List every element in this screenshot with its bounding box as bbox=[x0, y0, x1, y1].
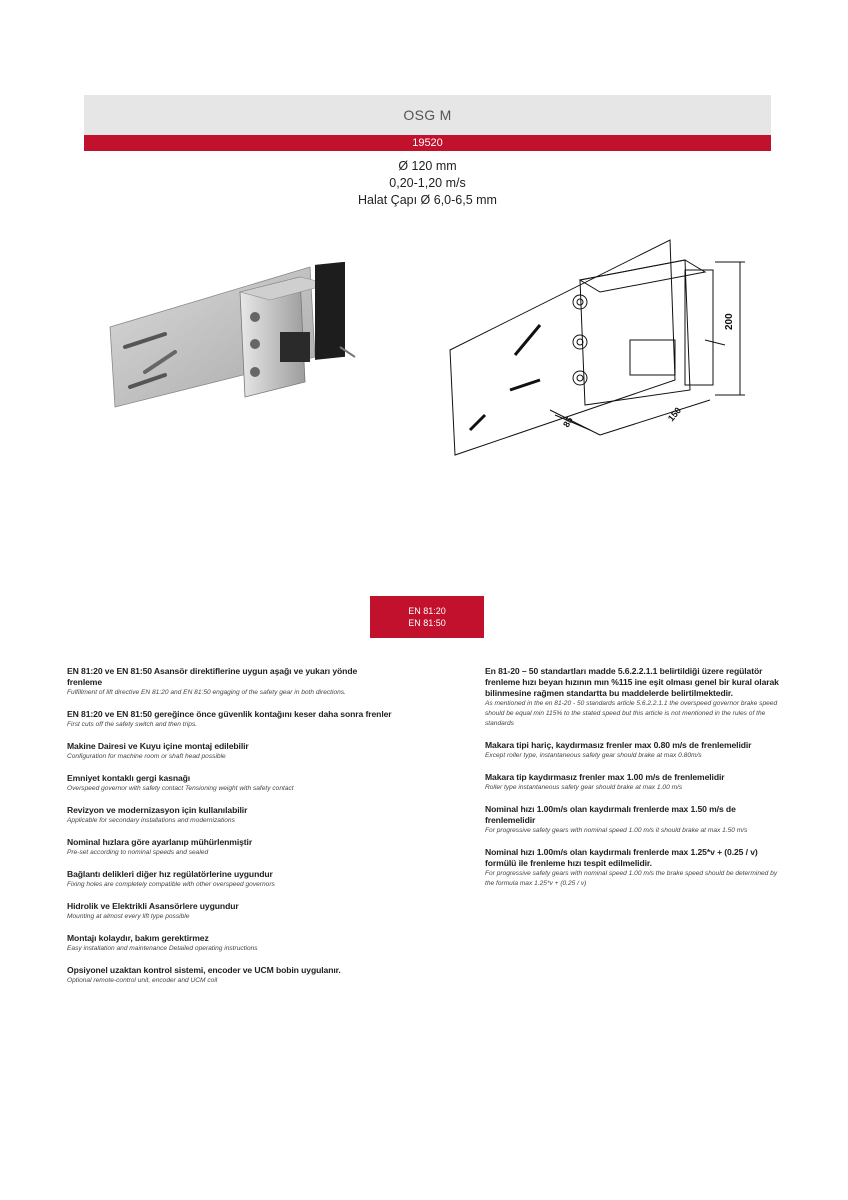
feature-item bbox=[485, 804, 785, 836]
feature-tr: Nominal hızlara göre ayarlanıp mühürlenmiştir bbox=[67, 837, 253, 847]
feature-item bbox=[67, 933, 392, 954]
feature-en: Easy installation and maintenance Detailed operating instructions bbox=[67, 945, 258, 952]
feature-en: Optional remote-control unit, encoder and UCM coil bbox=[67, 977, 218, 984]
feature-tr: Makara tip kaydırmasız frenler max 1.00 m/s de frenlemelidir bbox=[485, 772, 725, 782]
feature-en: First cuts off the safety switch and then trips. bbox=[67, 721, 198, 728]
feature-tr: Opsiyonel uzaktan kontrol sistemi, encoder ve UCM bobin uygulanır. bbox=[67, 965, 341, 975]
feature-en: Mounting at almost every lift type possible bbox=[67, 913, 190, 920]
feature-item bbox=[67, 869, 392, 890]
technical-drawing bbox=[440, 230, 750, 460]
dimension-height: 200 bbox=[724, 313, 735, 330]
feature-item bbox=[485, 666, 785, 729]
feature-en: For progressive safety gears with nominal speed 1.00 m/s it should brake at max 1.50 m/s bbox=[485, 827, 748, 834]
feature-tr: Hidrolik ve Elektrikli Asansörlere uygundur bbox=[67, 901, 239, 911]
standard-label: EN 81:50 bbox=[408, 618, 446, 628]
feature-tr: Nominal hızı 1.00m/s olan kaydırmalı frenlerde max 1.50 m/s de frenlemelidir bbox=[485, 804, 736, 825]
feature-en: Except roller type, instantaneous safety gear should brake at max 0.80m/s bbox=[485, 752, 702, 759]
standards-badge bbox=[370, 596, 484, 638]
feature-tr: En 81-20 – 50 standartları madde 5.6.2.2.1.1 belirtildiği üzere regülatör frenleme hızı beyan hızının mın %115 ine eşit olması genel bir kural olarak bilinmesine rağmen standartta bu maddelerde belirtilmektedir. bbox=[485, 666, 779, 698]
feature-en: Fixing holes are completely compatible with other overspeed governors bbox=[67, 881, 275, 888]
spec-list bbox=[84, 158, 771, 209]
feature-tr: Nominal hızı 1.00m/s olan kaydırmalı frenlerde max 1.25*v + (0.25 / v) formülü ile frenleme hızı tespit edilmelidir. bbox=[485, 847, 758, 868]
feature-tr: Revizyon ve modernizasyon için kullanılabilir bbox=[67, 805, 248, 815]
feature-item bbox=[67, 666, 392, 698]
spec-speed-range: 0,20-1,20 m/s bbox=[389, 176, 466, 190]
feature-item bbox=[485, 772, 785, 793]
feature-tr: Emniyet kontaklı gergi kasnağı bbox=[67, 773, 191, 783]
feature-tr: EN 81:20 ve EN 81:50 gereğince önce güvenlik kontağını keser daha sonra frenler bbox=[67, 709, 392, 719]
feature-tr: EN 81:20 ve EN 81:50 Asansör direktiflerine uygun aşağı ve yukarı yönde frenleme bbox=[67, 666, 358, 687]
features-right-column bbox=[485, 666, 785, 900]
feature-item bbox=[67, 901, 392, 922]
spec-rope-diameter: Halat Çapı Ø 6,0-6,5 mm bbox=[358, 193, 497, 207]
spec-diameter: Ø 120 mm bbox=[398, 159, 457, 173]
feature-en: Pre-set according to nominal speeds and sealed bbox=[67, 849, 209, 856]
feature-en: Overspeed governor with safety contact Tensioning weight with safety contact bbox=[67, 785, 294, 792]
feature-en: For progressive safety gears with nominal speed 1.00 m/s the brake speed should be determined by the formula max 1.25*v + (0.25 / v) bbox=[485, 870, 778, 887]
product-code-bar bbox=[84, 135, 771, 151]
feature-en: As mentioned in the en 81-20 - 50 standards article 5.6.2.2.1.1 the overspeed governor brake speed should be equal min 115% to the stated speed but this article is not mentioned in the rules of the standards bbox=[485, 700, 778, 727]
feature-en: Configuration for machine room or shaft head possible bbox=[67, 753, 226, 760]
feature-item bbox=[67, 805, 392, 826]
feature-en: Fulfillment of lift directive EN 81:20 and EN 81:50 engaging of the safety gear in both directions. bbox=[67, 689, 346, 696]
feature-item bbox=[485, 740, 785, 761]
feature-en: Roller type instantaneous safety gear should brake at max 1.00 m/s bbox=[485, 784, 683, 791]
feature-item bbox=[67, 773, 392, 794]
features-left-column bbox=[67, 666, 392, 997]
product-title-bar bbox=[84, 95, 771, 135]
feature-item bbox=[67, 709, 392, 730]
product-code: 19520 bbox=[412, 137, 443, 149]
dimension-depth: 85 bbox=[561, 415, 575, 429]
feature-tr: Makine Dairesi ve Kuyu içine montaj edilebilir bbox=[67, 741, 249, 751]
feature-item bbox=[67, 741, 392, 762]
feature-item bbox=[67, 965, 392, 986]
dimension-width: 150 bbox=[665, 405, 684, 424]
product-title: OSG M bbox=[403, 107, 452, 123]
feature-tr: Montajı kolaydır, bakım gerektirmez bbox=[67, 933, 209, 943]
feature-item bbox=[485, 847, 785, 889]
feature-tr: Bağlantı delikleri diğer hız regülatörlerine uygundur bbox=[67, 869, 273, 879]
feature-en: Applicable for secondary installations and modernizations bbox=[67, 817, 235, 824]
feature-tr: Makara tipi hariç, kaydırmasız frenler max 0.80 m/s de frenlemelidir bbox=[485, 740, 752, 750]
feature-item bbox=[67, 837, 392, 858]
product-photo bbox=[105, 262, 360, 412]
standard-label: EN 81:20 bbox=[408, 606, 446, 616]
